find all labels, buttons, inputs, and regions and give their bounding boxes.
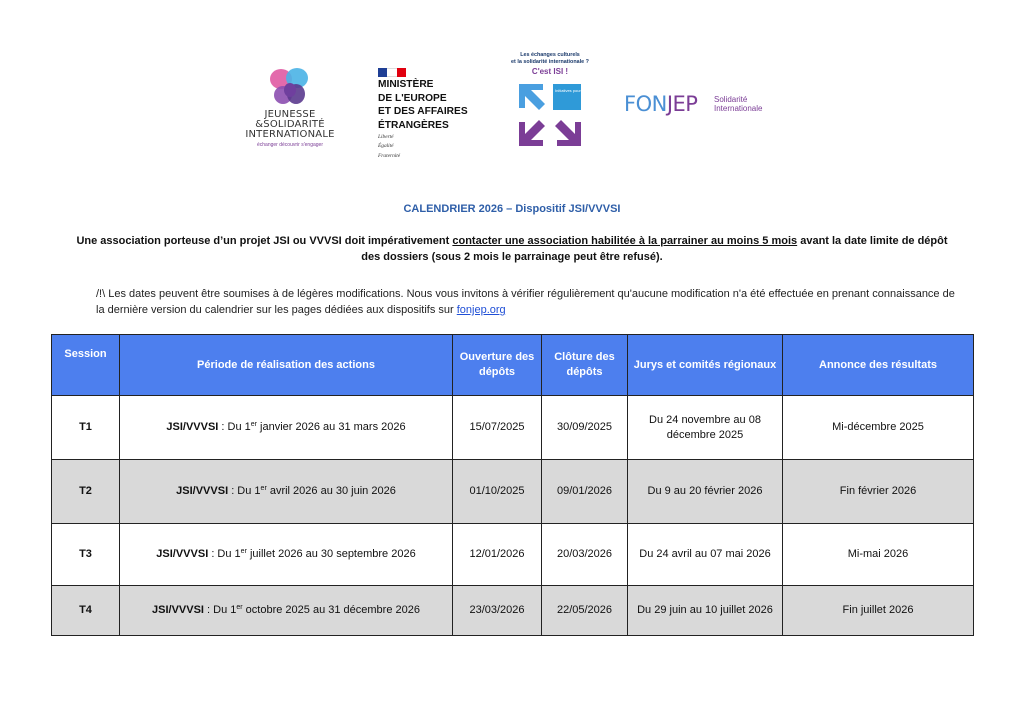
period-sup: er: [236, 604, 243, 611]
period-text: : Du 1: [208, 548, 241, 560]
result-cell: Mi-mai 2026: [783, 524, 974, 586]
fonjep-sub-line: Solidarité: [714, 95, 748, 104]
fonjep-sub-line: Internationale: [714, 104, 763, 113]
result-cell: Mi-décembre 2025: [783, 396, 974, 460]
period-sup: er: [240, 548, 247, 555]
ministry-motto-line: Fraternité: [378, 152, 401, 159]
isi-question-line: Les échanges culturels: [520, 52, 580, 58]
jury-cell: Du 29 juin au 10 juillet 2026: [628, 586, 783, 636]
fonjep-link[interactable]: fonjep.org: [456, 304, 506, 316]
session-cell: T4: [52, 586, 120, 636]
period-text: janvier 2026 au 31 mars 2026: [257, 421, 406, 433]
jury-cell: Du 9 au 20 février 2026: [628, 460, 783, 524]
isi-question-line: et la solidarité internationale ?: [511, 58, 589, 65]
notice-paragraph: [96, 286, 966, 318]
jsi-tagline: échanger découvrir s'engager: [257, 142, 323, 148]
close-date-cell: 30/09/2025: [542, 396, 628, 460]
session-cell: T3: [52, 524, 120, 586]
header-result: Annonce des résultats: [783, 335, 974, 396]
jsi-butterfly-icon: [264, 66, 316, 110]
close-date-cell: 09/01/2026: [542, 460, 628, 524]
open-date-cell: 15/07/2025: [453, 396, 542, 460]
ministry-logo: [378, 68, 478, 159]
isi-logo: [500, 52, 628, 150]
ministry-name-line: ET DES AFFAIRES: [378, 106, 468, 117]
ministry-motto-line: Liberté: [378, 134, 394, 140]
isi-badge-text: Initiatives pour la solidarité internationale: [555, 88, 628, 93]
header-close: Clôture des dépôts: [542, 335, 628, 396]
result-cell: Fin février 2026: [783, 460, 974, 524]
open-date-cell: 12/01/2026: [453, 524, 542, 586]
period-text: avril 2026 au 30 juin 2026: [266, 485, 396, 497]
intro-text: Une association porteuse d’un projet JSI ou VVVSI doit impérativement: [76, 235, 453, 247]
period-text: : Du 1: [218, 421, 251, 433]
intro-paragraph: [70, 233, 954, 265]
period-cell: [120, 396, 453, 460]
fonjep-word-b: JEP: [666, 92, 698, 116]
jsi-logo: [240, 66, 340, 162]
period-text: : Du 1: [203, 604, 237, 616]
jury-cell: Du 24 novembre au 08 décembre 2025: [628, 396, 783, 460]
period-sup: er: [250, 421, 257, 428]
table-row: [52, 524, 974, 586]
fonjep-word-a: FON: [624, 92, 667, 116]
program-label: JSI/VVVSI: [152, 604, 204, 616]
period-cell: [120, 524, 453, 586]
header-session: Session: [52, 335, 120, 396]
fonjep-logo: [624, 92, 794, 124]
notice-text: /!\ Les dates peuvent être soumises à de légères modifications. Nous vous invitons à vérifier régulièrement qu'aucune modification n'a été effectuée en prenant connaissance de la dernière version du calendrier sur les pages dédiées aux dispositifs sur: [96, 288, 955, 316]
jsi-name-line: &SOLIDARITÉ: [255, 119, 325, 130]
close-date-cell: 22/05/2026: [542, 586, 628, 636]
header-period: Période de réalisation des actions: [120, 335, 453, 396]
table-row: [52, 460, 974, 524]
isi-arrows-icon: [515, 80, 628, 150]
fonjep-subtitle: [714, 95, 762, 113]
period-text: juillet 2026 au 30 septembre 2026: [246, 548, 416, 560]
table-header-row: [52, 335, 974, 396]
program-label: JSI/VVVSI: [156, 548, 209, 560]
open-date-cell: 01/10/2025: [453, 460, 542, 524]
logo-bar: [0, 52, 1024, 170]
period-cell: [120, 460, 453, 524]
ministry-name-line: ÉTRANGÈRES: [378, 119, 449, 131]
jury-cell: Du 24 avril au 07 mai 2026: [628, 524, 783, 586]
result-cell: Fin juillet 2026: [783, 586, 974, 636]
period-text: octobre 2025 au 31 décembre 2026: [242, 604, 420, 616]
jsi-name-line: JEUNESSE: [264, 109, 316, 120]
fonjep-wordmark: [624, 92, 697, 116]
table-row: [52, 586, 974, 636]
close-date-cell: 20/03/2026: [542, 524, 628, 586]
page-title: CALENDRIER 2026 – Dispositif JSI/VVVSI: [403, 203, 621, 215]
ministry-name-line: DE L'EUROPE: [378, 92, 447, 104]
calendar-table: [51, 334, 974, 636]
header-jury: Jurys et comités régionaux: [628, 335, 783, 396]
intro-underlined: contacter une association habilitée à la parrainer au moins 5 mois: [452, 235, 798, 247]
open-date-cell: 23/03/2026: [453, 586, 542, 636]
ministry-motto-line: Égalité: [378, 143, 394, 150]
program-label: JSI/VVVSI: [166, 421, 219, 433]
session-cell: T2: [52, 460, 120, 524]
isi-cest-text: C'est ISI !: [531, 67, 569, 76]
jsi-name-line: INTERNATIONALE: [245, 129, 335, 140]
intro-text: avant la date limite de dépôt des dossiers (sous 2 mois le parrainage peut être refusé).: [361, 235, 948, 263]
period-sup: er: [260, 485, 267, 492]
program-label: JSI/VVVSI: [176, 485, 229, 497]
french-flag-icon: [378, 68, 406, 77]
ministry-name-line: MINISTÈRE: [378, 79, 434, 90]
table-row: [52, 396, 974, 460]
header-open: Ouverture des dépôts: [453, 335, 542, 396]
period-text: : Du 1: [228, 485, 261, 497]
period-cell: [120, 586, 453, 636]
session-cell: T1: [52, 396, 120, 460]
